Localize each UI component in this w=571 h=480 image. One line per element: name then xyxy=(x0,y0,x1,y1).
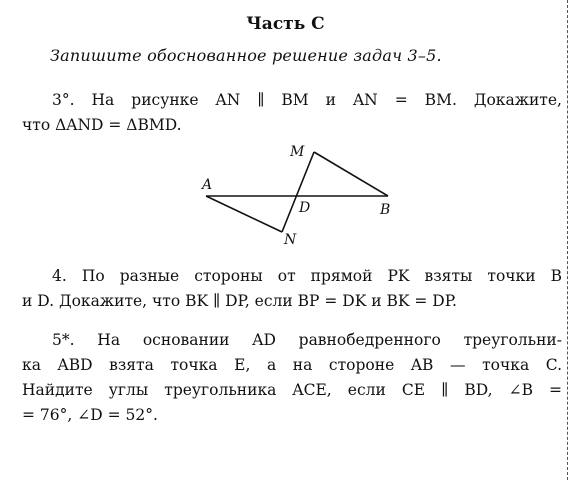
cut-line xyxy=(567,0,568,480)
problem-5-line-3: Найдите углы треугольника ACE, если CE ∥ BD, ∠B = xyxy=(22,381,562,399)
label-b: B xyxy=(380,202,391,218)
problem-3-line-2: что ΔAND = ΔBMD. xyxy=(22,116,182,134)
geometry-figure xyxy=(190,140,430,250)
problem-4 xyxy=(22,264,562,314)
instruction-text: Запишите обоснованное решение задач 3–5. xyxy=(50,46,442,65)
label-n: N xyxy=(284,232,297,248)
figure-svg xyxy=(190,140,430,250)
problem-5-line-1: 5*. На основании AD равнобедренного треугольни- xyxy=(52,331,562,349)
problem-3-line-1: 3°. На рисунке AN ∥ BM и AN = BM. Докажите, xyxy=(52,91,562,109)
label-d: D xyxy=(299,200,311,216)
section-title: Часть С xyxy=(246,14,325,34)
problem-5-line-4: = 76°, ∠D = 52°. xyxy=(22,406,158,424)
problem-5-line-2: ка ABD взята точка E, а на стороне AB — точка C. xyxy=(22,356,562,374)
label-a: A xyxy=(202,177,213,193)
problem-4-line-1: 4. По разные стороны от прямой PK взяты точки B xyxy=(52,267,562,285)
segment-an xyxy=(206,196,282,232)
problem-3 xyxy=(22,88,562,138)
problem-5 xyxy=(22,328,562,428)
label-m: M xyxy=(290,144,305,160)
segment-mn xyxy=(282,152,314,232)
problem-4-line-2: и D. Докажите, что BK ∥ DP, если BP = DK и BK = DP. xyxy=(22,292,457,310)
segment-mb xyxy=(314,152,388,196)
